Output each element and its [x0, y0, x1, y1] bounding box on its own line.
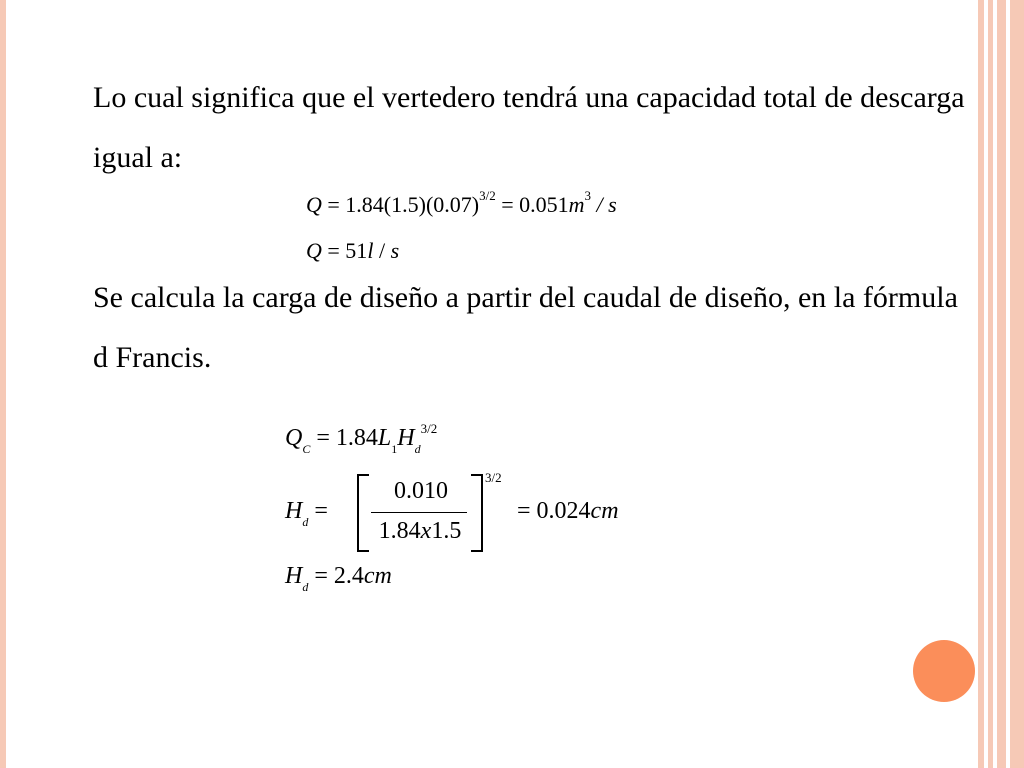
equation-discharge-liters: Q = 51l / s	[306, 238, 400, 263]
orange-circle-decoration	[913, 640, 975, 702]
fraction-denominator: 1.84x1.5	[378, 518, 462, 544]
fraction-numerator: 0.010	[394, 478, 448, 504]
frame-right-stripes	[978, 0, 1024, 768]
paragraph-capacity: Lo cual significa que el vertedero tendrá una capacidad total de descarga igual a:	[93, 81, 965, 174]
frame-left-strip	[0, 0, 6, 768]
equation-result: = 0.024cm	[517, 498, 619, 524]
fraction-bar	[371, 512, 467, 513]
equation-francis: $Q_C = 1.84L_1H_d^{3/2}$	[285, 421, 438, 456]
equation-discharge: $Q = 1.84(1.5)(0.07)^{3/2} = 0.051m^3 / s$	[306, 188, 617, 217]
equation-design-head	[285, 470, 705, 554]
exponent: 3/2	[485, 470, 502, 485]
equation-head-result: $H_d = 2.4cm$	[285, 563, 392, 594]
bracket-right	[471, 474, 483, 552]
equation-lhs: $H_d$ =	[285, 498, 328, 529]
paragraph-design-load: Se calcula la carga de diseño a partir del caudal de diseño, en la fórmula d Francis.	[93, 281, 958, 374]
